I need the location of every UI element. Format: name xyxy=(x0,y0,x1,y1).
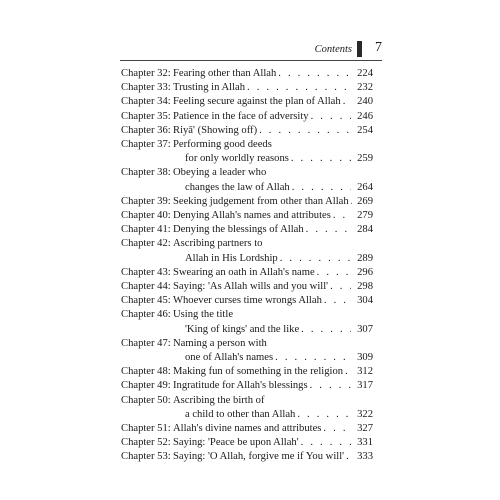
chapter-title: Whoever curses time wrongs Allah xyxy=(173,295,322,307)
page-ref: 254 xyxy=(357,124,373,136)
chapter-number: Chapter 39: xyxy=(121,195,171,207)
page-ref: 327 xyxy=(357,423,373,435)
page-ref: 224 xyxy=(357,68,373,79)
toc-entry xyxy=(121,138,373,166)
toc-entry xyxy=(121,266,373,280)
chapter-title: Denying Allah's names and attributes xyxy=(173,210,331,222)
chapter-number: Chapter 36: xyxy=(121,124,171,136)
table-of-contents xyxy=(121,67,373,465)
dot-leader xyxy=(333,209,351,223)
chapter-number: Chapter 37: xyxy=(121,139,171,151)
chapter-number: Chapter 33: xyxy=(121,82,171,94)
dot-leader xyxy=(275,351,351,365)
chapter-title: Patience in the face of adversity xyxy=(173,110,309,122)
toc-entry xyxy=(121,365,373,379)
dot-leader xyxy=(323,422,351,436)
chapter-title: Obeying a leader who xyxy=(173,167,267,179)
chapter-number: Chapter 42: xyxy=(121,238,171,250)
toc-entry xyxy=(121,81,373,95)
chapter-number: Chapter 51: xyxy=(121,423,171,435)
chapter-title: Feeling secure against the plan of Allah xyxy=(173,96,341,108)
toc-entry xyxy=(121,280,373,294)
toc-entry xyxy=(121,337,373,365)
dot-leader xyxy=(292,181,351,195)
toc-entry xyxy=(121,450,373,464)
toc-entry xyxy=(121,436,373,450)
chapter-title: Saying: 'Peace be upon Allah' xyxy=(173,437,299,449)
chapter-title: Ascribing the birth of xyxy=(173,394,265,406)
chapter-number: Chapter 40: xyxy=(121,210,171,222)
chapter-number: Chapter 38: xyxy=(121,167,171,179)
toc-entry xyxy=(121,223,373,237)
chapter-number: Chapter 46: xyxy=(121,309,171,321)
chapter-title: Making fun of something in the religion xyxy=(173,366,344,378)
dot-leader xyxy=(291,152,351,166)
chapter-number: Chapter 35: xyxy=(121,110,171,122)
chapter-number: Chapter 48: xyxy=(121,366,171,378)
page-ref: 284 xyxy=(357,224,373,236)
chapter-number: Chapter 47: xyxy=(121,337,171,349)
chapter-title: Performing good deeds xyxy=(173,139,272,151)
page-ref: 298 xyxy=(357,281,373,293)
toc-entry xyxy=(121,294,373,308)
page-ref: 309 xyxy=(357,352,373,364)
chapter-number: Chapter 50: xyxy=(121,394,171,406)
toc-entry xyxy=(121,95,373,109)
toc-entry xyxy=(121,237,373,265)
page-ref: 246 xyxy=(357,110,373,122)
toc-entry xyxy=(121,308,373,336)
chapter-number: Chapter 53: xyxy=(121,451,171,463)
running-header-title: Contents xyxy=(314,44,352,55)
dot-leader xyxy=(330,280,351,294)
chapter-title: 'King of kings' and the like xyxy=(185,323,300,335)
dot-leader xyxy=(306,223,351,237)
dot-leader xyxy=(345,365,351,379)
chapter-number: Chapter 49: xyxy=(121,380,171,392)
chapter-number: Chapter 44: xyxy=(121,281,171,293)
chapter-title: Riyā' (Showing off) xyxy=(173,124,258,136)
toc-entry xyxy=(121,379,373,393)
chapter-title: one of Allah's names xyxy=(185,352,274,364)
chapter-title: Ingratitude for Allah's blessings xyxy=(173,380,308,392)
dot-leader xyxy=(301,436,351,450)
chapter-number: Chapter 52: xyxy=(121,437,171,449)
toc-entry xyxy=(121,422,373,436)
dot-leader xyxy=(310,379,351,393)
page-ref: 333 xyxy=(357,451,373,463)
page-number: 7 xyxy=(375,40,382,55)
header-rule xyxy=(120,60,382,61)
page-ref: 240 xyxy=(357,96,373,108)
toc-entry xyxy=(121,124,373,138)
chapter-title: Naming a person with xyxy=(173,337,267,349)
chapter-title: Seeking judgement from other than Allah xyxy=(173,195,349,207)
dot-leader xyxy=(324,294,351,308)
toc-entry xyxy=(121,394,373,422)
chapter-number: Chapter 45: xyxy=(121,295,171,307)
dot-leader xyxy=(311,110,351,124)
page-ref: 304 xyxy=(357,295,373,307)
toc-entry xyxy=(121,67,373,81)
chapter-title: Using the title xyxy=(173,309,234,321)
page-ref: 279 xyxy=(357,210,373,222)
chapter-title: Swearing an oath in Allah's name xyxy=(173,266,315,278)
chapter-title: Saying: 'As Allah wills and you will' xyxy=(173,281,329,293)
page-ref: 317 xyxy=(357,380,373,392)
chapter-title: changes the law of Allah xyxy=(185,181,290,193)
page-ref: 322 xyxy=(357,408,373,420)
page-ref: 331 xyxy=(357,437,373,449)
dot-leader xyxy=(280,252,351,266)
toc-entry xyxy=(121,209,373,223)
header-marker-bar xyxy=(357,41,362,57)
dot-leader xyxy=(301,323,351,337)
chapter-number: Chapter 43: xyxy=(121,266,171,278)
chapter-title: for only worldly reasons xyxy=(185,153,289,165)
page-ref: 232 xyxy=(357,82,373,94)
chapter-number: Chapter 41: xyxy=(121,224,171,236)
running-header xyxy=(120,40,382,60)
dot-leader xyxy=(346,450,351,464)
dot-leader xyxy=(343,95,351,109)
dot-leader xyxy=(317,266,351,280)
page-ref: 312 xyxy=(357,366,373,378)
page-ref: 264 xyxy=(357,181,373,193)
page-ref: 289 xyxy=(357,252,373,264)
page-ref: 307 xyxy=(357,323,373,335)
dot-leader xyxy=(278,67,351,81)
page-ref: 259 xyxy=(357,153,373,165)
chapter-title: Allah in His Lordship xyxy=(185,252,278,264)
chapter-title: a child to other than Allah xyxy=(185,408,296,420)
chapter-number: Chapter 34: xyxy=(121,96,171,108)
chapter-title: Saying: 'O Allah, forgive me if You will' xyxy=(173,451,345,463)
chapter-title: Fearing other than Allah xyxy=(173,68,277,79)
chapter-number: Chapter 32: xyxy=(121,68,171,79)
chapter-title: Trusting in Allah xyxy=(173,82,246,94)
toc-entry xyxy=(121,110,373,124)
dot-leader xyxy=(259,124,351,138)
toc-entry xyxy=(121,166,373,194)
dot-leader xyxy=(247,81,351,95)
chapter-title: Allah's divine names and attributes xyxy=(173,423,322,435)
chapter-title: Ascribing partners to xyxy=(173,238,263,250)
page-ref: 269 xyxy=(357,195,373,207)
dot-leader xyxy=(297,408,351,422)
page-ref: 296 xyxy=(357,266,373,278)
chapter-title: Denying the blessings of Allah xyxy=(173,224,304,236)
toc-entry xyxy=(121,195,373,209)
